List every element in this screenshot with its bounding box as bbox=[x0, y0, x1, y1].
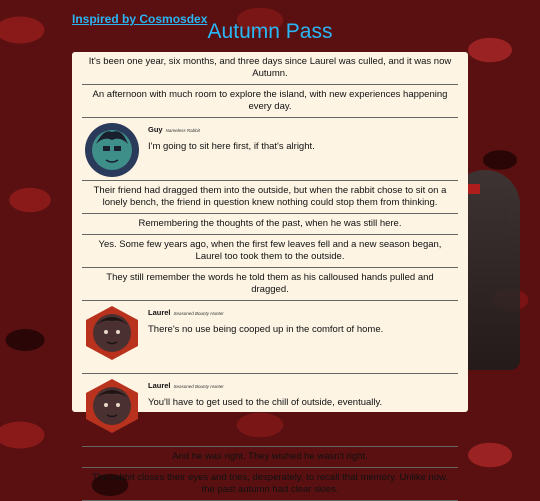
page-title: Autumn Pass bbox=[207, 20, 333, 43]
story-panel bbox=[72, 52, 468, 495]
laurel-avatar bbox=[84, 378, 140, 434]
speaker-name: Guy Nameless Rabbit bbox=[148, 125, 200, 134]
speaker-name: Laurel Seasoned Bounty Hunter bbox=[148, 308, 224, 317]
guy-avatar bbox=[84, 122, 140, 178]
dialogue-laurel-1 bbox=[82, 301, 458, 374]
narration-8: The rabbit closes their eyes and tries, desperately, to recall that memory. Unlike now, the past autumn had clear skies. bbox=[82, 468, 458, 501]
dialogue-laurel-2 bbox=[82, 374, 458, 447]
narration-6: They still remember the words he told them as his calloused hands pulled and dragged. bbox=[82, 268, 458, 301]
dialogue-guy bbox=[82, 118, 458, 181]
dialogue-text: There's no use being cooped up in the comfort of home. bbox=[148, 324, 384, 335]
narration-1: It's been one year, six months, and three days since Laurel was culled, and it was now Autumn. bbox=[82, 52, 458, 85]
narration-4: Remembering the thoughts of the past, when he was still here. bbox=[82, 214, 458, 235]
narration-5: Yes. Some few years ago, when the first few leaves fell and a new season began, Laurel too took them to the outside. bbox=[82, 235, 458, 268]
inspired-by-link[interactable]: Inspired by Cosmosdex bbox=[72, 12, 208, 26]
laurel-avatar bbox=[84, 305, 140, 361]
dialogue-text: You'll have to get used to the chill of outside, eventually. bbox=[148, 397, 383, 408]
speaker-name: Laurel Seasoned Bounty Hunter bbox=[148, 381, 224, 390]
narration-3: Their friend had dragged them into the outside, but when the rabbit chose to sit on a lonely bench, the friend in question knew nothing could stop them from thinking. bbox=[82, 181, 458, 214]
narration-2: An afternoon with much room to explore the island, with new experiences happening every day. bbox=[82, 85, 458, 118]
narration-7: And he was right. They wished he wasn't right. bbox=[82, 447, 458, 468]
dialogue-text: I'm going to sit here first, if that's alright. bbox=[148, 141, 315, 152]
